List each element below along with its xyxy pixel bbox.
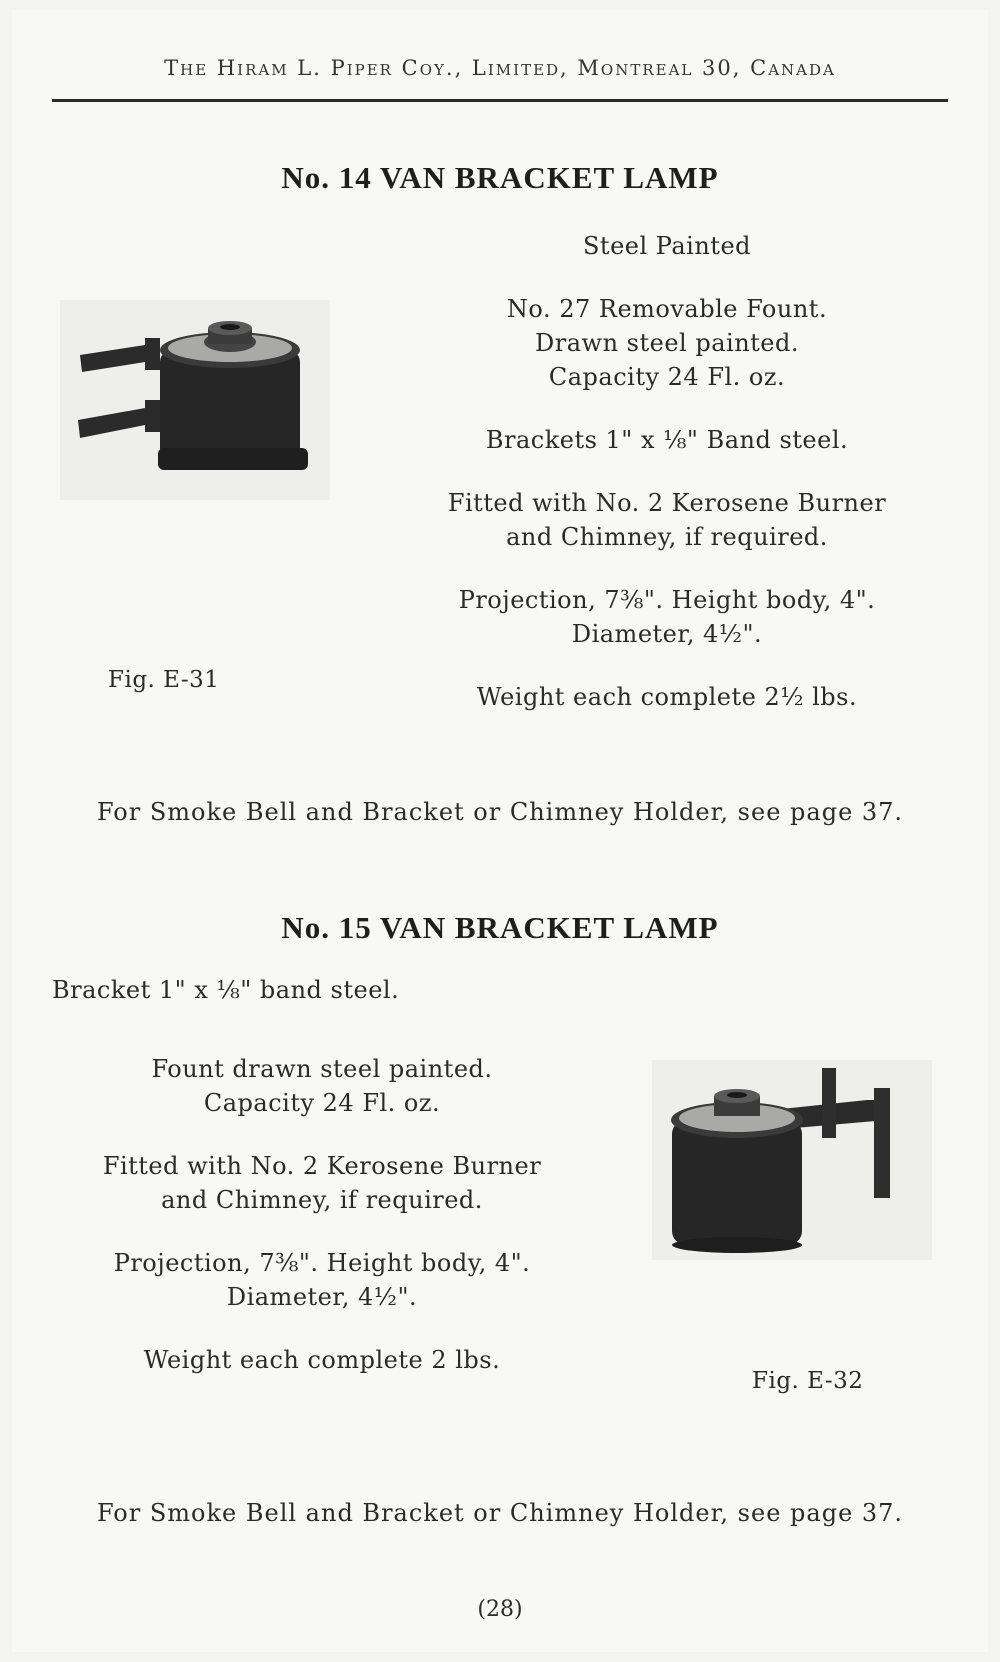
lamp15-spec: Projection, 7⅜". Height body, 4". Diameter, 4½". <box>113 1249 531 1311</box>
lamp15-title: No. 15 VAN BRACKET LAMP <box>281 910 719 945</box>
lamp14-spec: Weight each complete 2½ lbs. <box>476 683 858 711</box>
lamp14-spec: Projection, 7⅜". Height body, 4". Diameter, 4½". <box>458 586 876 648</box>
lamp14-title: No. 14 VAN BRACKET LAMP <box>281 160 719 195</box>
page-number: (28) <box>477 1597 523 1622</box>
lamp15-note: For Smoke Bell and Bracket or Chimney Holder, see page 37. <box>96 1499 904 1527</box>
lamp14-spec: Steel Painted <box>582 232 752 260</box>
running-head: The Hiram L. Piper Coy., Limited, Montreal 30, Canada <box>164 56 836 80</box>
lamp15-spec: Fount drawn steel painted. Capacity 24 Fl. oz. <box>151 1055 493 1117</box>
lamp14-note: For Smoke Bell and Bracket or Chimney Holder, see page 37. <box>96 798 904 826</box>
lamp14-figure-label: Fig. E-31 <box>108 667 220 693</box>
lamp14-specs <box>412 229 922 743</box>
lamp15-lead: Bracket 1" x ⅛" band steel. <box>52 976 400 1004</box>
lamp14-spec: No. 27 Removable Fount. Drawn steel painted. Capacity 24 Fl. oz. <box>506 295 828 391</box>
lamp15-spec: Weight each complete 2 lbs. <box>143 1346 501 1374</box>
lamp15-specs <box>52 1052 592 1406</box>
page <box>12 10 988 1652</box>
lamp15-figure-label: Fig. E-32 <box>752 1368 864 1394</box>
lamp15-photo <box>652 1060 932 1260</box>
lamp15-spec: Fitted with No. 2 Kerosene Burner and Chimney, if required. <box>102 1152 542 1214</box>
lamp14-spec: Brackets 1" x ⅛" Band steel. <box>485 426 849 454</box>
lamp14-spec: Fitted with No. 2 Kerosene Burner and Chimney, if required. <box>447 489 887 551</box>
header-rule <box>52 99 948 102</box>
lamp14-photo <box>60 300 330 500</box>
